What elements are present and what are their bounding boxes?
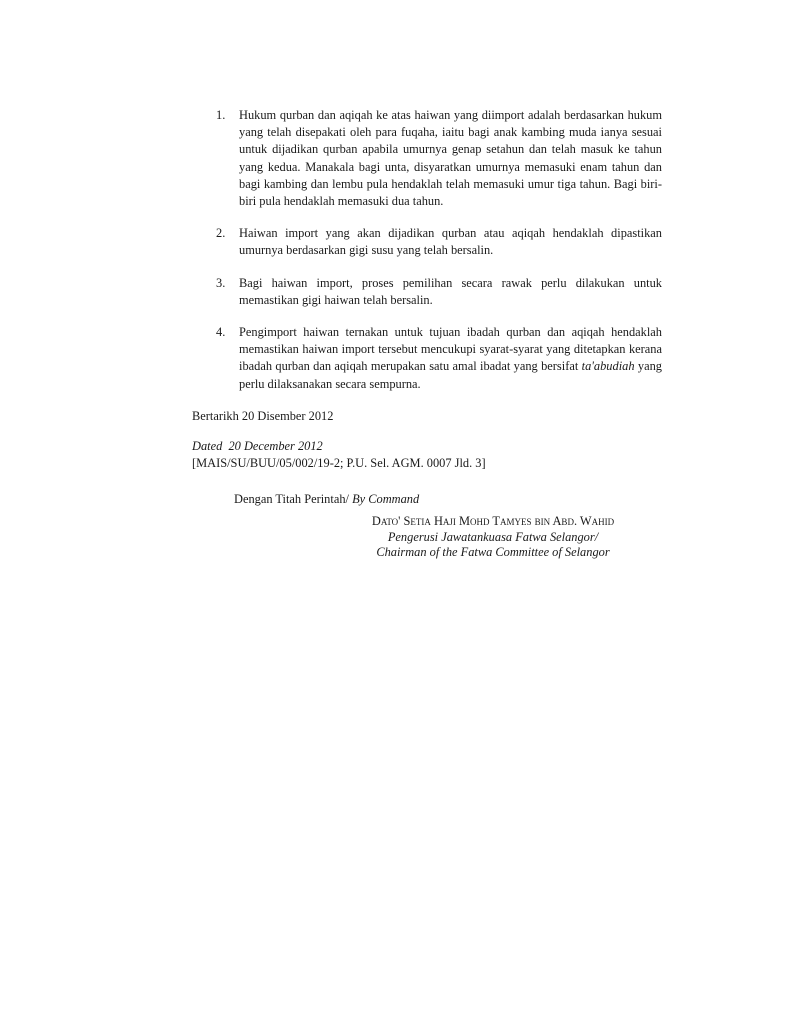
ruling-item-3: [216, 275, 662, 309]
date-malay: Bertarikh 20 Disember 2012: [192, 409, 334, 423]
item-text: [239, 324, 662, 393]
by-command-line: [234, 491, 419, 508]
ruling-item-2: [216, 225, 662, 259]
command-malay: Dengan Titah Perintah/: [234, 492, 353, 506]
item-text: Hukum qurban dan aqiqah ke atas haiwan yang diimport adalah berdasarkan hukum yang telah disepakati oleh para fuqaha, iaitu bagi anak kambing muda ianya sesuai untuk dijadikan qurban apabila umurnya genap setahun dan telah masuk ke tahun yang kedua. Manakala bagi unta, disyaratkan umurnya memasuki enam tahun dan bagi kambing dan lembu pula hendaklah telah memasuki umur tiga tahun. Bagi biri-biri pula hendaklah memasuki dua tahun.: [239, 108, 662, 209]
reference-number: [MAIS/SU/BUU/05/002/19-2; P.U. Sel. AGM. 0007 Jld. 3]: [192, 456, 486, 470]
ruling-list: [216, 107, 662, 408]
item-number: 4.: [216, 325, 226, 340]
item-text: Bagi haiwan import, proses pemilihan secara rawak perlu dilakukan untuk memastikan gigi haiwan telah bersalin.: [239, 275, 662, 307]
item-text-part: yang perlu dilaksanakan secara sempurna.: [239, 359, 662, 391]
signatory-name: Dato' Setia Haji Mohd Tamyes bin Abd. Wahid: [371, 514, 615, 528]
signatory-title-english: Chairman of the Fatwa Committee of Selangor: [376, 545, 610, 560]
item-text-part: Pengimport haiwan ternakan untuk tujuan ibadah qurban dan aqiqah hendaklah memastikan haiwan import tersebut mencukupi syarat-syarat yang ditetapkan kerana ibadah qurban dan aqiqah merupakan satu amal ibadat yang bersifat: [239, 325, 662, 374]
signatory-title-malay: Pengerusi Jawatankuasa Fatwa Selangor/: [387, 529, 599, 544]
command-english: By Command: [352, 492, 420, 506]
item-text: Haiwan import yang akan dijadikan qurban atau aqiqah hendaklah dipastikan umurnya berdasarkan gigi susu yang telah bersalin.: [239, 226, 662, 258]
italic-term: ta'abudiah: [581, 359, 635, 374]
date-english: Dated 20 December 2012: [192, 439, 323, 453]
item-number: 3.: [216, 275, 226, 290]
item-number: 2.: [216, 226, 226, 241]
signature-block: [348, 514, 638, 561]
item-number: 1.: [216, 108, 226, 122]
ruling-item-4: [216, 324, 662, 393]
ruling-item-1: [216, 107, 662, 210]
